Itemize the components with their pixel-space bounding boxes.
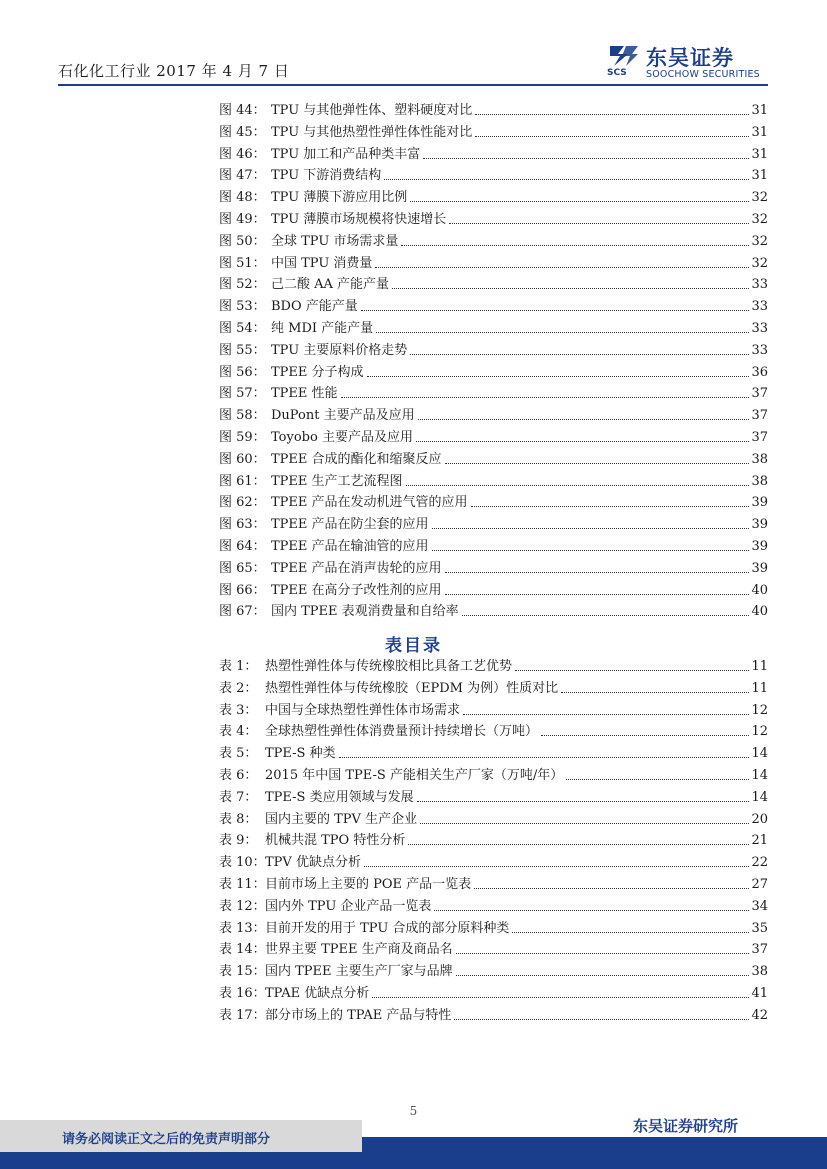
figure-entry-page: 39 <box>751 517 768 533</box>
table-entry[interactable] <box>219 740 768 762</box>
table-entry-title: 热塑性弹性体与传统橡胶相比具备工艺优势 <box>265 659 513 674</box>
table-entry-page: 14 <box>751 746 768 762</box>
figure-entry-leader-dots <box>475 113 749 115</box>
figure-entry[interactable] <box>219 141 768 163</box>
figure-entry-leader-dots <box>406 484 750 486</box>
figure-entry-page: 37 <box>751 386 768 402</box>
figure-entry[interactable] <box>219 511 768 533</box>
table-entry-number: 表 8： <box>219 811 258 827</box>
table-entry-number: 表 5： <box>219 746 258 762</box>
table-entry-title: TPE-S 种类 <box>265 746 336 762</box>
table-entry[interactable] <box>219 893 768 915</box>
figure-entry-page: 32 <box>751 190 768 206</box>
table-entry[interactable] <box>219 697 768 719</box>
figure-entry[interactable] <box>219 555 768 577</box>
table-entry-number: 表 9： <box>219 833 258 849</box>
table-entry-leader-dots <box>339 756 750 758</box>
figure-entry[interactable] <box>219 598 768 620</box>
table-entry-leader-dots <box>463 713 749 715</box>
figure-entry-title: 己二酸 AA 产能产量 <box>271 277 390 293</box>
figure-entry-title: 纯 MDI 产能产量 <box>271 321 374 336</box>
table-entry[interactable] <box>219 718 768 740</box>
table-entry[interactable] <box>219 784 768 806</box>
table-entry-leader-dots <box>561 691 749 693</box>
table-entry-page: 35 <box>751 920 768 936</box>
figure-entry-title: 国内 TPEE 表观消费量和自给率 <box>271 604 459 620</box>
table-entry[interactable] <box>219 915 768 937</box>
figure-entry-number: 图 54： <box>219 321 266 336</box>
table-entry-leader-dots <box>474 887 749 889</box>
table-entry-page: 37 <box>751 942 768 958</box>
figure-entry-page: 33 <box>751 299 768 315</box>
table-entry[interactable] <box>219 762 768 784</box>
figure-entry-number: 图 44： <box>219 103 266 118</box>
figure-entry[interactable] <box>219 489 768 511</box>
figure-entry-page: 31 <box>751 168 768 184</box>
figure-entry-leader-dots <box>462 614 750 616</box>
table-entry-title: 国内主要的 TPV 生产企业 <box>265 811 418 827</box>
table-entry-number: 表 1： <box>219 659 258 674</box>
figure-entry-title: TPU 与其他弹性体、塑料硬度对比 <box>271 103 473 118</box>
table-entry-title: 部分市场上的 TPAE 产品与特性 <box>265 1007 452 1023</box>
figure-entry[interactable] <box>219 162 768 184</box>
report-industry-date: 石化化工行业 2017 年 4 月 7 日 <box>58 62 290 80</box>
figure-entry-title: TPEE 产品在发动机进气管的应用 <box>271 495 468 511</box>
figure-entry-leader-dots <box>423 157 749 159</box>
figure-entry-title: TPU 与其他热塑性弹性体性能对比 <box>271 124 473 140</box>
figure-entry-number: 图 59： <box>219 430 266 445</box>
table-entry-leader-dots <box>408 843 749 845</box>
figure-entry[interactable] <box>219 468 768 490</box>
table-entry-leader-dots <box>515 669 749 671</box>
figure-entry[interactable] <box>219 250 768 272</box>
figure-entry-number: 图 60： <box>219 451 266 467</box>
table-entry[interactable] <box>219 1002 768 1024</box>
table-entry-page: 20 <box>751 811 768 827</box>
table-entry-page: 21 <box>751 833 768 849</box>
figure-entry[interactable] <box>219 315 768 337</box>
figure-entry-leader-dots <box>432 549 750 551</box>
figure-entry-page: 32 <box>751 212 768 227</box>
figure-entry-page: 31 <box>751 146 768 162</box>
figure-entry-leader-dots <box>341 396 750 398</box>
table-entry-page: 14 <box>751 768 768 783</box>
table-entry[interactable] <box>219 936 768 958</box>
table-entry-page: 42 <box>751 1007 768 1023</box>
table-entry-number: 表 17： <box>219 1007 266 1023</box>
figure-entry-number: 图 63： <box>219 517 266 533</box>
header-divider <box>58 84 768 86</box>
svg-text:SCS: SCS <box>607 68 627 78</box>
figure-entry-number: 图 49： <box>219 212 266 227</box>
figure-entry-leader-dots <box>376 331 749 333</box>
figure-entry-leader-dots <box>449 222 749 224</box>
scs-logo-icon <box>604 42 642 78</box>
table-entry-title: 目前开发的用于 TPU 合成的部分原料种类 <box>265 920 510 936</box>
table-entry-leader-dots <box>364 865 750 867</box>
figure-entry-leader-dots <box>416 440 750 442</box>
table-entry-number: 表 2： <box>219 680 258 696</box>
table-entry-page: 11 <box>751 680 768 696</box>
figure-entry[interactable] <box>219 228 768 250</box>
table-entry-number: 表 15： <box>219 964 266 980</box>
table-entry-number: 表 14： <box>219 942 266 958</box>
table-entry-title: 全球热塑性弹性体消费量预计持续增长（万吨） <box>265 724 539 740</box>
figure-entry-page: 33 <box>751 277 768 293</box>
table-entry-page: 34 <box>751 898 768 914</box>
table-entry-number: 表 4： <box>219 724 258 740</box>
table-entry-leader-dots <box>420 822 749 824</box>
table-entry-number: 表 10： <box>219 855 266 871</box>
figure-entry[interactable] <box>219 446 768 468</box>
table-index-heading: 表目录 <box>385 636 442 656</box>
table-entry-leader-dots <box>434 909 749 911</box>
figure-entry-title: Toyobo 主要产品及应用 <box>271 430 413 445</box>
figure-entry-leader-dots <box>445 593 750 595</box>
figure-entry[interactable] <box>219 402 768 424</box>
figure-entry-leader-dots <box>401 244 749 246</box>
figure-entry-title: TPEE 分子构成 <box>271 364 364 380</box>
figure-entry[interactable] <box>219 206 768 228</box>
figure-entry-page: 39 <box>751 539 768 554</box>
figure-entry[interactable] <box>219 533 768 555</box>
figure-entry-leader-dots <box>418 418 750 420</box>
table-entry-page: 27 <box>751 877 768 892</box>
company-logo <box>604 40 774 84</box>
figure-entry-number: 图 61： <box>219 473 266 489</box>
figure-entry-leader-dots <box>367 375 750 377</box>
table-entry-leader-dots <box>456 974 750 976</box>
figure-entry-title: 全球 TPU 市场需求量 <box>271 233 399 249</box>
footer-disclaimer: 请务必阅读正文之后的免责声明部分 <box>62 1132 271 1147</box>
figure-entry-leader-dots <box>410 200 749 202</box>
figure-entry-title: TPEE 产品在防尘套的应用 <box>271 517 429 533</box>
figure-entry-title: TPU 下游消费结构 <box>271 168 382 184</box>
figure-entry-number: 图 53： <box>219 299 266 315</box>
table-entry-title: 目前市场上主要的 POE 产品一览表 <box>265 877 472 892</box>
figure-entry-leader-dots <box>432 527 750 529</box>
logo-chinese-name: 东吴证券 <box>646 46 734 70</box>
figure-entry-page: 31 <box>751 124 768 140</box>
figure-entry-title: TPEE 产品在消声齿轮的应用 <box>271 560 442 576</box>
figure-entry[interactable] <box>219 359 768 381</box>
table-entry-title: 国内外 TPU 企业产品一览表 <box>265 898 432 914</box>
figure-entry-title: TPEE 在高分子改性剂的应用 <box>271 582 442 598</box>
table-entry-page: 12 <box>751 724 768 740</box>
table-entry-leader-dots <box>512 931 749 933</box>
table-entry-page: 11 <box>751 659 768 674</box>
figure-entry-number: 图 62： <box>219 495 266 511</box>
figure-entry-leader-dots <box>445 571 750 573</box>
table-entry-number: 表 12： <box>219 898 266 914</box>
page-number: 5 <box>409 1104 418 1118</box>
figure-entry-leader-dots <box>475 135 749 137</box>
figure-entry-title: TPU 加工和产品种类丰富 <box>271 146 421 162</box>
figure-entry-page: 40 <box>751 604 768 620</box>
table-entry[interactable] <box>219 980 768 1002</box>
figure-entry[interactable] <box>219 271 768 293</box>
table-entry-number: 表 16： <box>219 986 266 1001</box>
table-entry-title: TPE-S 类应用领域与发展 <box>265 789 414 805</box>
figure-entry-page: 36 <box>751 364 768 380</box>
table-entry-title: 中国与全球热塑性弹性体市场需求 <box>265 702 461 718</box>
figure-entry-page: 39 <box>751 495 768 511</box>
figure-entry-leader-dots <box>392 287 749 289</box>
figure-entry-number: 图 50： <box>219 233 266 249</box>
table-entry[interactable] <box>219 827 768 849</box>
figure-entry[interactable] <box>219 380 768 402</box>
table-entry-leader-dots <box>372 996 749 998</box>
table-entry-page: 41 <box>751 986 768 1001</box>
figure-entry-number: 图 47： <box>219 168 266 184</box>
figure-entry-number: 图 51： <box>219 255 266 271</box>
table-entry[interactable] <box>219 675 768 697</box>
figure-entry-number: 图 66： <box>219 582 266 598</box>
table-entry-number: 表 13： <box>219 920 266 936</box>
figure-entry-page: 40 <box>751 582 768 598</box>
table-entry-number: 表 7： <box>219 789 258 805</box>
figure-entry-page: 38 <box>751 451 768 467</box>
figure-entry-page: 37 <box>751 430 768 445</box>
figure-entry-title: TPEE 合成的酯化和缩聚反应 <box>271 451 442 467</box>
figure-entry-page: 38 <box>751 473 768 489</box>
table-entry-title: 机械共混 TPO 特性分析 <box>265 833 406 849</box>
figure-entry-number: 图 64： <box>219 539 266 554</box>
figure-entry-page: 33 <box>751 342 768 358</box>
figure-entry-title: 中国 TPU 消费量 <box>271 255 373 271</box>
table-entry-title: TPV 优缺点分析 <box>265 855 361 871</box>
table-entry[interactable] <box>219 806 768 828</box>
figure-entry-title: TPU 薄膜下游应用比例 <box>271 190 408 206</box>
footer-band-right <box>362 1137 827 1169</box>
table-entry[interactable] <box>219 871 768 893</box>
figure-entry-number: 图 58： <box>219 408 266 424</box>
table-entry-leader-dots <box>454 1018 749 1020</box>
figure-entry-number: 图 55： <box>219 342 266 358</box>
figure-entry-page: 37 <box>751 408 768 424</box>
figure-entry-title: BDO 产能产量 <box>271 299 358 315</box>
logo-english-name: SOOCHOW SECURITIES <box>646 69 760 80</box>
figure-entry-page: 32 <box>751 233 768 249</box>
figure-entry[interactable] <box>219 184 768 206</box>
figure-entry-title: TPEE 产品在输油管的应用 <box>271 539 429 554</box>
table-entry-leader-dots <box>541 734 749 736</box>
figure-entry-title: TPEE 性能 <box>271 386 338 402</box>
table-entry-page: 14 <box>751 789 768 805</box>
figure-entry-title: TPEE 生产工艺流程图 <box>271 473 403 489</box>
figure-entry-leader-dots <box>410 353 749 355</box>
table-entry-title: TPAE 优缺点分析 <box>265 986 370 1001</box>
figure-entry-number: 图 65： <box>219 560 266 576</box>
figure-entry-title: DuPont 主要产品及应用 <box>271 408 415 424</box>
table-entry[interactable] <box>219 849 768 871</box>
footer-band-left <box>0 1152 362 1169</box>
figure-entry[interactable] <box>219 577 768 599</box>
figure-entry-page: 31 <box>751 103 768 118</box>
table-entry-leader-dots <box>456 952 750 954</box>
figure-entry-page: 33 <box>751 321 768 336</box>
table-entry[interactable] <box>219 653 768 675</box>
table-entry-number: 表 3： <box>219 702 258 718</box>
figure-entry-leader-dots <box>361 309 750 311</box>
table-entry-title: 热塑性弹性体与传统橡胶（EPDM 为例）性质对比 <box>265 680 559 696</box>
table-entry-leader-dots <box>417 800 750 802</box>
figure-entry-number: 图 67： <box>219 604 266 620</box>
table-entry-title: 2015 年中国 TPE-S 产能相关生产厂家（万吨/年） <box>265 768 564 783</box>
figure-entry-title: TPU 主要原料价格走势 <box>271 342 408 358</box>
figure-entry-number: 图 46： <box>219 146 266 162</box>
figure-entry-leader-dots <box>384 178 749 180</box>
table-entry-page: 12 <box>751 702 768 718</box>
table-entry-title: 国内 TPEE 主要生产厂家与品牌 <box>265 964 453 980</box>
figure-entry[interactable] <box>219 119 768 141</box>
table-entry-number: 表 6： <box>219 768 258 783</box>
figure-entry-title: TPU 薄膜市场规模将快速增长 <box>271 212 447 227</box>
figure-entry[interactable] <box>219 337 768 359</box>
figure-entry[interactable] <box>219 97 768 119</box>
figure-entry-number: 图 56： <box>219 364 266 380</box>
table-entry-leader-dots <box>566 778 749 780</box>
figure-entry[interactable] <box>219 293 768 315</box>
figure-entry-page: 32 <box>751 255 768 271</box>
figure-entry-number: 图 48： <box>219 190 266 206</box>
footer-organization: 东吴证券研究所 <box>633 1117 739 1135</box>
figure-entry-page: 39 <box>751 560 768 576</box>
table-entry[interactable] <box>219 958 768 980</box>
figure-entry-number: 图 57： <box>219 386 266 402</box>
table-entry-page: 22 <box>751 855 768 871</box>
table-entry-page: 38 <box>751 964 768 980</box>
table-entry-title: 世界主要 TPEE 生产商及商品名 <box>265 942 453 958</box>
figure-entry-leader-dots <box>445 462 750 464</box>
table-entry-number: 表 11： <box>219 877 266 892</box>
figure-entry-leader-dots <box>471 505 750 507</box>
figure-entry-number: 图 45： <box>219 124 266 140</box>
figure-entry-number: 图 52： <box>219 277 266 293</box>
figure-entry[interactable] <box>219 424 768 446</box>
figure-entry-leader-dots <box>375 266 749 268</box>
